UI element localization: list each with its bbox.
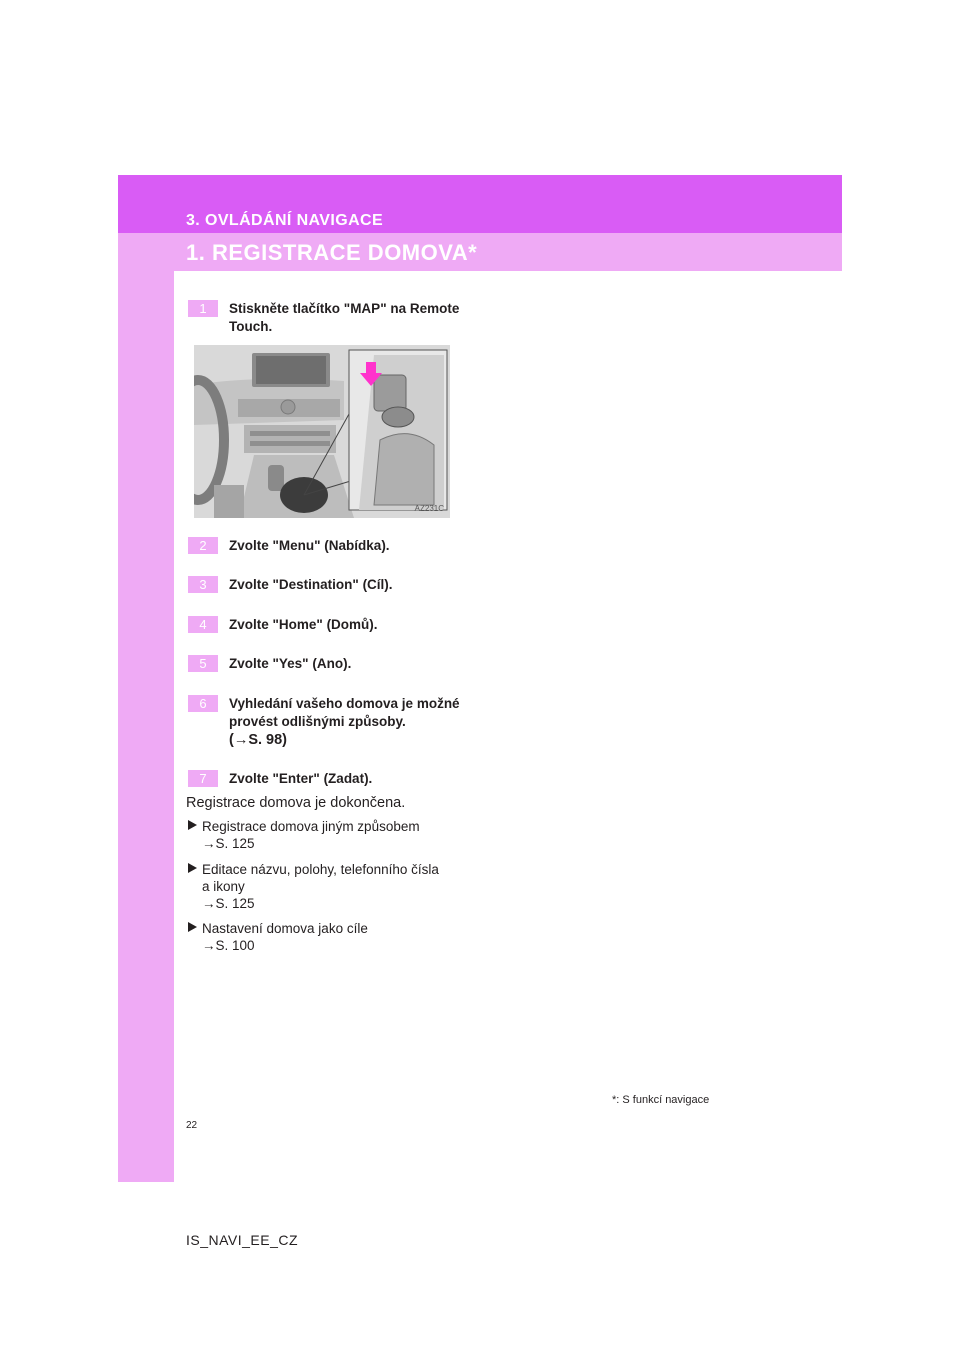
bullet-text: Nastavení domova jako cíle [202, 921, 368, 936]
bullet-item [188, 861, 460, 912]
triangle-bullet-icon [188, 922, 197, 932]
step-text-1: Stiskněte tlačítko "MAP" na Remote Touch. [229, 301, 460, 334]
step-number-6: 6 [188, 695, 218, 712]
page-reference-link[interactable]: →S. 100 [202, 938, 255, 953]
bullet-text: Editace názvu, polohy, telefonního čísla [202, 862, 439, 877]
step-number-3: 3 [188, 576, 218, 593]
chapter-title: 3. OVLÁDÁNÍ NAVIGACE [186, 212, 384, 229]
step-number-4: 4 [188, 616, 218, 633]
step-text-7: Zvolte "Enter" (Zadat). [229, 771, 373, 786]
result-text: Registrace domova je dokončena. [186, 795, 406, 811]
step-text-5: Zvolte "Yes" (Ano). [229, 656, 352, 671]
step-number-1: 1 [188, 300, 218, 317]
bullet-item [188, 920, 460, 954]
step-text-2: Zvolte "Menu" (Nabídka). [229, 538, 390, 553]
step-text-3: Zvolte "Destination" (Cíl). [229, 577, 393, 592]
step-text-6-main: Vyhledání vašeho domova je možné provést odlišnými způsoby. [229, 696, 460, 729]
step-number-5: 5 [188, 655, 218, 672]
figure-code: AZ231C [414, 504, 444, 513]
footnote: *: S funkcí navigace [612, 1094, 710, 1106]
step-text-4: Zvolte "Home" (Domů). [229, 617, 378, 632]
bullet-text: Registrace domova jiným způsobem [202, 819, 420, 834]
triangle-bullet-icon [188, 820, 197, 830]
page-number: 22 [186, 1120, 198, 1131]
step-number-2: 2 [188, 537, 218, 554]
side-band [118, 175, 174, 1182]
bullet-item [188, 818, 460, 852]
document-code: IS_NAVI_EE_CZ [186, 1232, 299, 1248]
remote-touch-illustration [194, 345, 450, 518]
section-title: 1. REGISTRACE DOMOVA* [186, 240, 478, 265]
triangle-bullet-icon [188, 863, 197, 873]
page-reference-link[interactable]: →S. 125 [202, 896, 255, 911]
page-reference-link[interactable]: (→S. 98) [229, 732, 288, 748]
pink-arrow-icon [360, 362, 382, 386]
step-number-7: 7 [188, 770, 218, 787]
page-reference-link[interactable]: →S. 125 [202, 836, 255, 851]
step-text-6 [229, 695, 465, 749]
bullet-text-continued: a ikony [202, 879, 245, 894]
